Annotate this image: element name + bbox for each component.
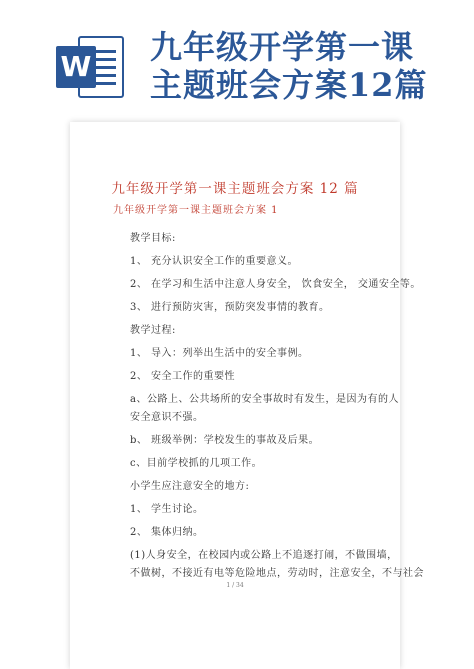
- paragraph: b、 班级举例：学校发生的事故及后果。: [130, 435, 320, 446]
- banner-title-line-1: 九年级开学第一课: [150, 28, 415, 66]
- document-title: 九年级开学第一课主题班会方案 12 篇: [111, 181, 359, 197]
- word-badge: W: [56, 46, 96, 88]
- document-subtitle: 九年级开学第一课主题班会方案 1: [113, 205, 279, 216]
- paragraph: 2、 安全工作的重要性: [130, 371, 236, 382]
- document-page: [70, 122, 424, 669]
- header-banner: [0, 0, 474, 118]
- page-number: 1 / 34: [226, 582, 244, 589]
- paragraph: c、目前学校抓的几项工作。: [130, 458, 263, 469]
- paragraph: a、公路上、公共场所的安全事故时有发生，是因为有的人: [130, 394, 399, 405]
- paragraph: 教学过程:: [130, 325, 176, 336]
- paragraph: 2、 在学习和生活中注意人身安全， 饮食安全， 交通安全等。: [130, 279, 421, 290]
- paragraph: 1、 充分认识安全工作的重要意义。: [130, 256, 299, 267]
- paragraph: 小学生应注意安全的地方:: [130, 481, 250, 492]
- banner-title: [150, 28, 460, 104]
- paragraph: 教学目标:: [130, 233, 176, 244]
- word-document-icon: [56, 36, 126, 98]
- paragraph: 3、 进行预防灾害，预防突发事情的教育。: [130, 302, 330, 313]
- paragraph: 不做树，不接近有电等危险地点，劳动时，注意安全，不与社会: [130, 568, 424, 579]
- paragraph: (1)人身安全，在校园内或公路上不追逐打闹，不做围墙，: [130, 550, 398, 561]
- paragraph: 安全意识不强。: [130, 412, 204, 423]
- banner-title-line-2: 主题班会方案12篇: [150, 66, 428, 104]
- paragraph: 1、 学生讨论。: [130, 504, 204, 515]
- paragraph: 1、 导入：列举出生活中的安全事例。: [130, 348, 309, 359]
- paragraph: 2、 集体归纳。: [130, 527, 204, 538]
